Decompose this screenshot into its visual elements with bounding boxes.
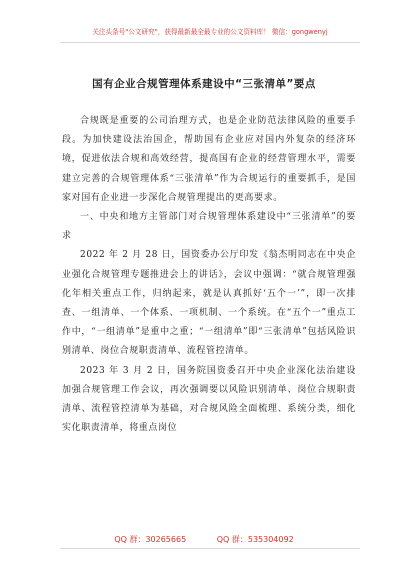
footer-divider <box>60 548 360 549</box>
paragraph-2022: 2022 年 2 月 28 日，国资委办公厅印发《翁杰明同志在中央企业强化合规管理专题推进会上的讲话》，会议中强调：“就合规管理强化年相关重点工作，归纳起来，就是认真抓好‘五个一’”，即一次排查、一组清单、一个体系、一项机制、一个系统。在“五个一”重点工作中，“一组清单”是重中之重；“一组清单”即“三张清单”包括风险识别清单、岗位合规职责清单、流程管控清单。 <box>62 250 356 357</box>
document-title: 国有企业合规管理体系建设中“三张清单”要点 <box>92 78 316 90</box>
header-banner: 关注头条号"公文研究"，获得最新最全最专业的公文资料库！ 微信：gongwenyj <box>92 28 328 36</box>
footer-contacts <box>0 534 408 545</box>
footer-qq-group-2: QQ 群：535304092 <box>216 535 294 544</box>
paragraph-intro: 合规既是重要的公司治理方式，也是企业防范法律风险的重要手段。为加快建设法治国企，帮助国有企业应对国内外复杂的经济环境，促进依法合规和高效经营，提高国有企业的经营管理水平，需要建立完善的合规管理体系“三张清单”作为合规运行的重要抓手，是国家对国有企业进一步深化合规管理提出的更高要求。 <box>62 116 356 203</box>
document-body <box>62 112 356 438</box>
paragraph-2023: 2023 年 3 月 2 日，国务院国资委召开中央企业深化法治建设加强合规管理工作会议，再次强调要以风险识别清单、岗位合规职责清单、流程管控清单为基础，对合规风险全面梳理、系统分类，细化实化职责清单，将重点岗位 <box>62 365 356 434</box>
footer-qq-group-1: QQ 群：30265665 <box>114 535 187 544</box>
section-heading-1: 一、中央和地方主管部门对合规管理体系建设中“三张清单”的要求 <box>62 212 356 242</box>
header-divider <box>60 42 360 43</box>
